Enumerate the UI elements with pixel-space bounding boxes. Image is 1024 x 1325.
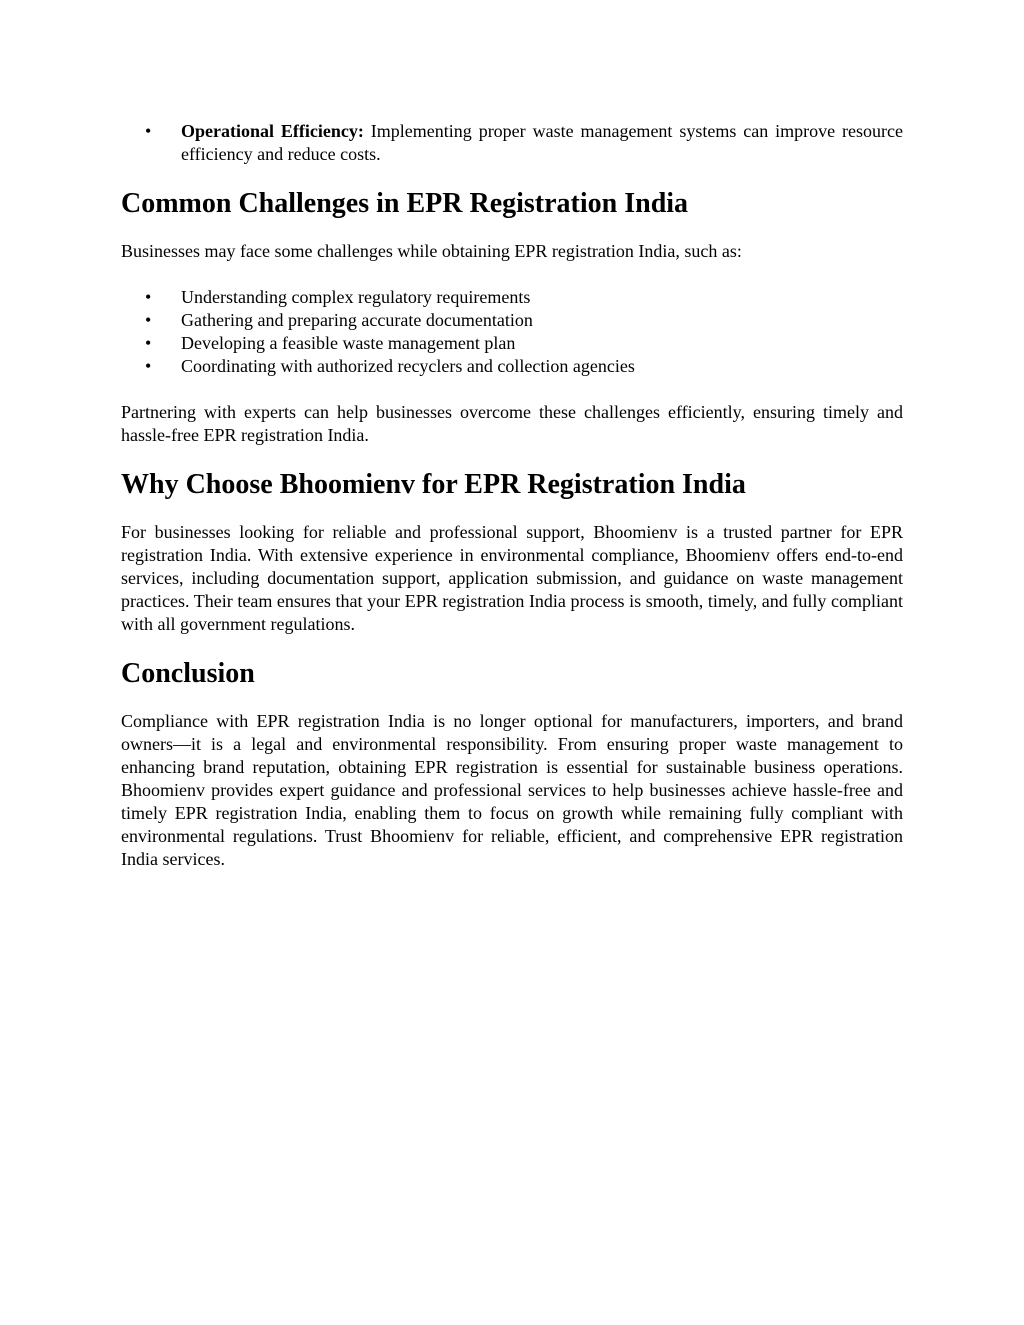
list-item: • Understanding complex regulatory requirements — [121, 286, 903, 309]
challenges-intro: Businesses may face some challenges while obtaining EPR registration India, such as: — [121, 241, 742, 261]
conclusion-body: Compliance with EPR registration India is no longer optional for manufacturers, importers, and brand owners—it is a legal and environmental responsibility. From ensuring proper waste management to enhancing brand reputation, obtaining EPR registration is essential for sustainable business operations. Bhoomienv provides expert guidance and professional services to help businesses achieve hassle-free and timely EPR registration India, enabling them to focus on growth while remaining fully compliant with environmental regulations. Trust Bhoomienv for reliable, efficient, and comprehensive EPR registration India services. — [121, 711, 903, 869]
section-heading-why-choose: Why Choose Bhoomienv for EPR Registration India — [121, 469, 746, 500]
bullet-label: Operational Efficiency: — [181, 121, 364, 141]
list-item: • Coordinating with authorized recyclers and collection agencies — [121, 355, 903, 378]
why-choose-body: For businesses looking for reliable and professional support, Bhoomienv is a trusted partner for EPR registration India. With extensive experience in environmental compliance, Bhoomienv offers end-to-end services, including documentation support, application submission, and guidance on waste management practices. Their team ensures that your EPR registration India process is smooth, timely, and fully compliant with all government regulations. — [121, 522, 903, 634]
document-page — [121, 120, 903, 871]
section-heading-conclusion: Conclusion — [121, 658, 255, 689]
section-heading-challenges: Common Challenges in EPR Registration India — [121, 188, 689, 219]
list-item — [121, 120, 903, 166]
list-item: • Gathering and preparing accurate documentation — [121, 309, 903, 332]
bullet-text: Implementing proper waste management systems can improve resource efficiency and reduce costs. — [181, 121, 903, 164]
list-item: • Developing a feasible waste management plan — [121, 332, 903, 355]
challenges-list — [121, 286, 903, 378]
challenges-outro: Partnering with experts can help businesses overcome these challenges efficiently, ensuring timely and hassle-free EPR registration India. — [121, 402, 903, 445]
benefits-list — [121, 120, 903, 166]
